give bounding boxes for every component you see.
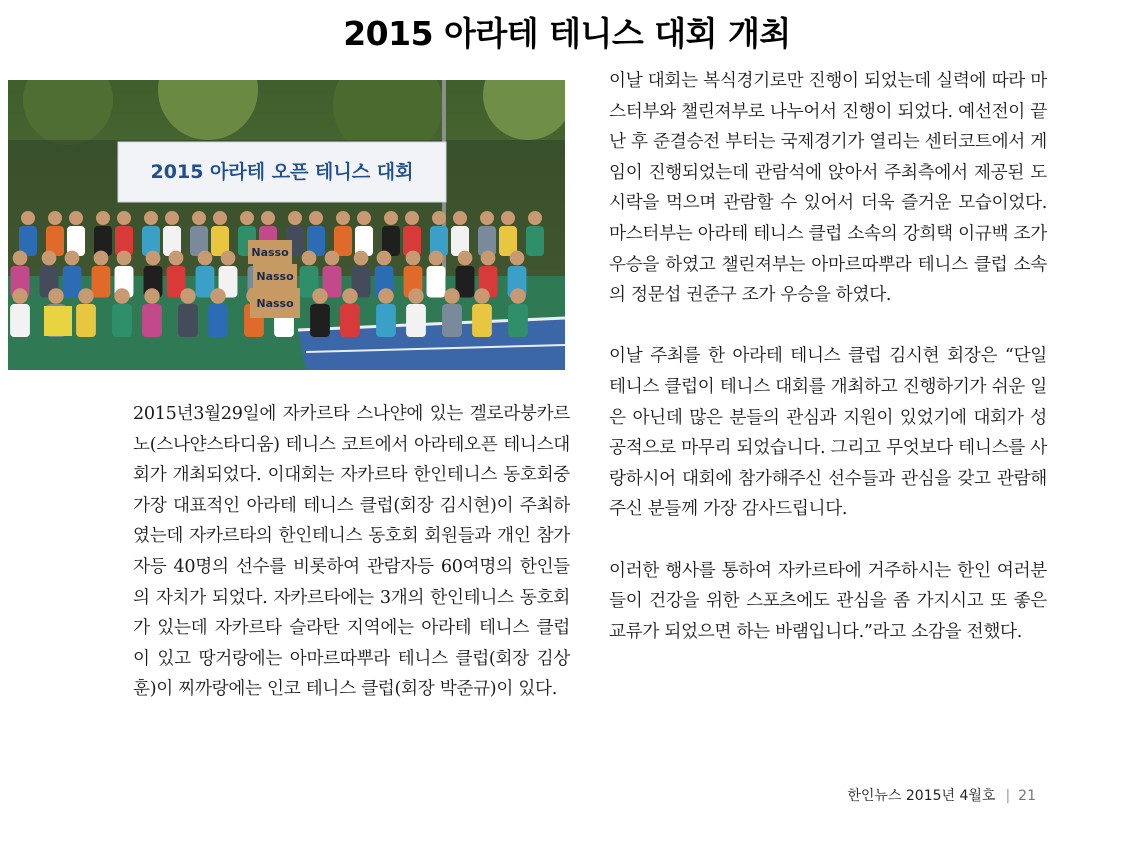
left-paragraph-1: 2015년3월29일에 자카르타 스나얀에 있는 겔로라붕카르노(스나얀스타디움) 테니스 코트에서 아라테오픈 테니스대회가 개최되었다. 이대회는 자카르타 한인테니스 동호회중 가장 대표적인 아라테 테니스 클럽(회장 김시현)이 주최하였는데 자카르타의 한인테니스 동호회 회원들과 개인 참가자등 40명의 선수를 비롯하여 관람자등 60여명의 한인들의 자치가 되었다. 자카르타에는 3개의 한인테니스 동호회가 있는데 자카르타 슬라탄 지역에는 아라테 테니스 클럽이 있고 땅거랑에는 아마르따뿌라 테니스 클럽(회장 김상훈)이 찌까랑에는 인코 테니스 클럽(회장 박준규)이 있다. <box>133 404 570 700</box>
banner-text: 2015 아라테 오픈 테니스 대회 <box>150 161 414 183</box>
publication-name: 한인뉴스 2015년 4월호 <box>847 788 996 804</box>
box-label-1: Nasso <box>251 246 289 259</box>
page-footer <box>847 785 1036 805</box>
footer-separator: | <box>1005 788 1011 804</box>
left-column <box>133 399 570 705</box>
right-paragraph-2: 이날 주최를 한 아라테 테니스 클럽 김시현 회장은 “단일 테니스 클럽이 테니스 대회를 개최하고 진행하기가 쉬운 일은 아닌데 많은 분들의 관심과 지원이 있었기에 대회가 성공적으로 마무리 되었습니다. 그리고 무엇보다 테니스를 사랑하시어 대회에 참가해주신 선수들과 관심을 갖고 관람해 주신 분들께 가장 감사드립니다. <box>609 346 1047 520</box>
right-paragraph-3: 이러한 행사를 통하여 자카르타에 거주하시는 한인 여러분들이 건강을 위한 스포츠에도 관심을 좀 가지시고 또 좋은 교류가 되었으면 하는 바램입니다.”라고 소감을 전했다. <box>609 560 1047 642</box>
article-title: 2015 아라테 테니스 대회 개최 <box>343 14 791 53</box>
right-column <box>609 66 1047 647</box>
right-paragraph-1: 이날 대회는 복식경기로만 진행이 되었는데 실력에 따라 마스터부와 챌린져부로 나누어서 진행이 되었다. 예선전이 끝난 후 준결승전 부터는 국제경기가 열리는 센터코트에서 게임이 진행되었는데 관람석에 앉아서 주최측에서 제공된 도시락을 먹으며 관람할 수 있어서 더욱 즐거운 모습이었다. 마스터부는 아라테 테니스 클럽 소속의 강희택 이규백 조가 우승을 하였고 챌린져부는 아마르따뿌라 테니스 클럽 소속의 정문섭 권준구 조가 우승을 하였다. <box>609 71 1047 306</box>
group-photo <box>8 80 565 370</box>
page-number: 21 <box>1018 788 1036 804</box>
box-label-2: Nasso <box>256 270 294 283</box>
box-label-3: Nasso <box>256 297 294 310</box>
